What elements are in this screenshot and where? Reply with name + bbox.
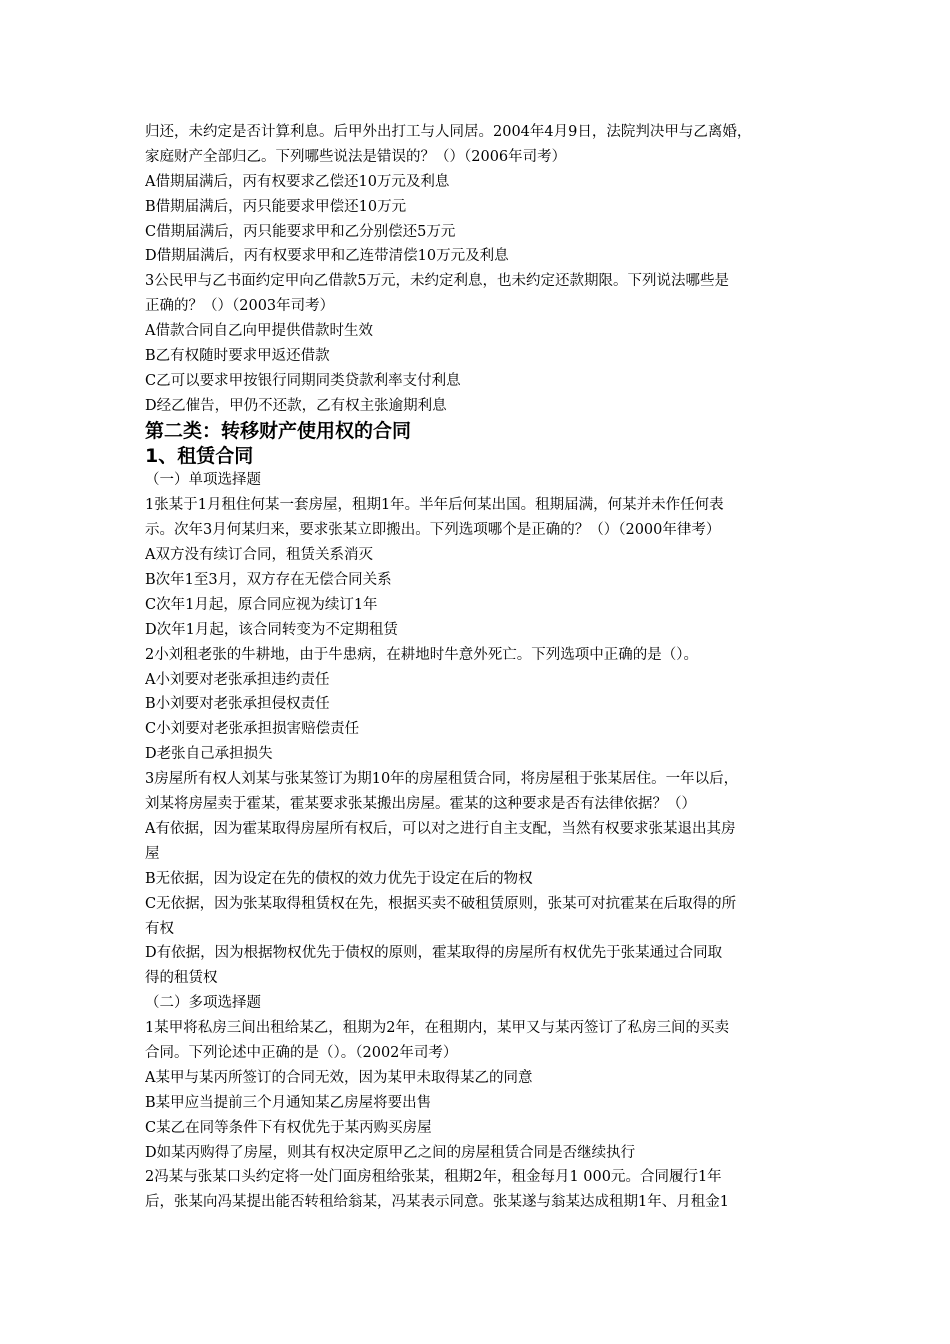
text-line: C无依据，因为张某取得租赁权在先，根据买卖不破租赁原则，张某可对抗霍某在后取得的所 [145, 895, 737, 912]
text-line: （二）多项选择题 [145, 995, 261, 1012]
section-heading: 1、租赁合同 [145, 444, 254, 467]
text-line: B次年1至3月，双方存在无偿合同关系 [145, 572, 392, 589]
text-line: 1某甲将私房三间出租给某乙，租期为2年，在租期内，某甲又与某丙签订了私房三间的买卖 [145, 1020, 729, 1037]
text-line: C某乙在同等条件下有权优先于某丙购买房屋 [145, 1119, 432, 1136]
text-line: D老张自己承担损失 [145, 746, 273, 763]
text-line: B乙有权随时要求甲返还借款 [145, 348, 330, 365]
text-line: B无依据，因为设定在先的债权的效力优先于设定在后的物权 [145, 870, 533, 887]
text-line: A双方没有续订合同，租赁关系消灭 [145, 547, 373, 564]
text-line: 家庭财产全部归乙。下列哪些说法是错误的？（）（2006年司考） [145, 148, 567, 165]
text-line: 3房屋所有权人刘某与张某签订为期10年的房屋租赁合同，将房屋租于张某居住。一年以后， [145, 771, 739, 788]
text-line: D借期届满后，丙有权要求甲和乙连带清偿10万元及利息 [145, 248, 509, 265]
section-heading: 第二类：转移财产使用权的合同 [145, 419, 412, 442]
text-line: 3公民甲与乙书面约定甲向乙借款5万元，未约定利息，也未约定还款期限。下列说法哪些是 [145, 273, 729, 290]
text-line: B小刘要对老张承担侵权责任 [145, 696, 330, 713]
text-line: 得的租赁权 [145, 970, 218, 987]
text-line: 归还，未约定是否计算利息。后甲外出打工与人同居。2004年4月9日，法院判决甲与乙离婚， [145, 124, 752, 140]
text-line: D次年1月起，该合同转变为不定期租赁 [145, 621, 398, 638]
text-line: C次年1月起，原合同应视为续订1年 [145, 596, 378, 613]
text-line: 后，张某向冯某提出能否转租给翁某，冯某表示同意。张某遂与翁某达成租期1年、月租金1 [145, 1194, 729, 1211]
text-line: A小刘要对老张承担违约责任 [145, 671, 330, 688]
text-line: 刘某将房屋卖于霍某，霍某要求张某搬出房屋。霍某的这种要求是否有法律依据？（） [145, 796, 696, 813]
text-line: 合同。下列论述中正确的是（）。（2002年司考） [145, 1044, 458, 1061]
text-line: 2小刘租老张的牛耕地，由于牛患病，在耕地时牛意外死亡。下列选项中正确的是（）。 [145, 646, 698, 663]
text-line: 屋 [145, 845, 160, 862]
text-line: D如某丙购得了房屋，则其有权决定原甲乙之间的房屋租赁合同是否继续执行 [145, 1144, 636, 1161]
text-line: A有依据，因为霍某取得房屋所有权后，可以对之进行自主支配，当然有权要求张某退出其房 [145, 820, 736, 837]
text-line: D经乙催告，甲仍不还款，乙有权主张逾期利息 [145, 397, 447, 414]
text-line: D有依据，因为根据物权优先于债权的原则，霍某取得的房屋所有权优先于张某通过合同取 [145, 945, 723, 962]
text-line: 有权 [145, 920, 174, 937]
text-line: 2冯某与张某口头约定将一处门面房租给张某，租期2年，租金每月1 000元。合同履行1年 [145, 1169, 722, 1186]
text-line: 1张某于1月租住何某一套房屋，租期1年。半年后何某出国。租期届满，何某并未作任何表 [145, 497, 724, 514]
text-line: 示。次年3月何某归来，要求张某立即搬出。下列选项哪个是正确的？（）（2000年律考） [145, 522, 721, 539]
document-page [145, 120, 825, 1215]
text-line: A某甲与某丙所签订的合同无效，因为某甲未取得某乙的同意 [145, 1069, 533, 1086]
text-line: C借期届满后，丙只能要求甲和乙分别偿还5万元 [145, 223, 456, 240]
text-line: 正确的？（）（2003年司考） [145, 298, 335, 315]
text-line: A借款合同自乙向甲提供借款时生效 [145, 323, 373, 340]
text-line: （一）单项选择题 [145, 472, 261, 489]
text-line: C小刘要对老张承担损害赔偿责任 [145, 721, 360, 738]
text-line: B某甲应当提前三个月通知某乙房屋将要出售 [145, 1094, 432, 1111]
text-line: B借期届满后，丙只能要求甲偿还10万元 [145, 198, 407, 215]
text-line: A借期届满后，丙有权要求乙偿还10万元及利息 [145, 173, 450, 190]
text-line: C乙可以要求甲按银行同期同类贷款利率支付利息 [145, 372, 461, 389]
